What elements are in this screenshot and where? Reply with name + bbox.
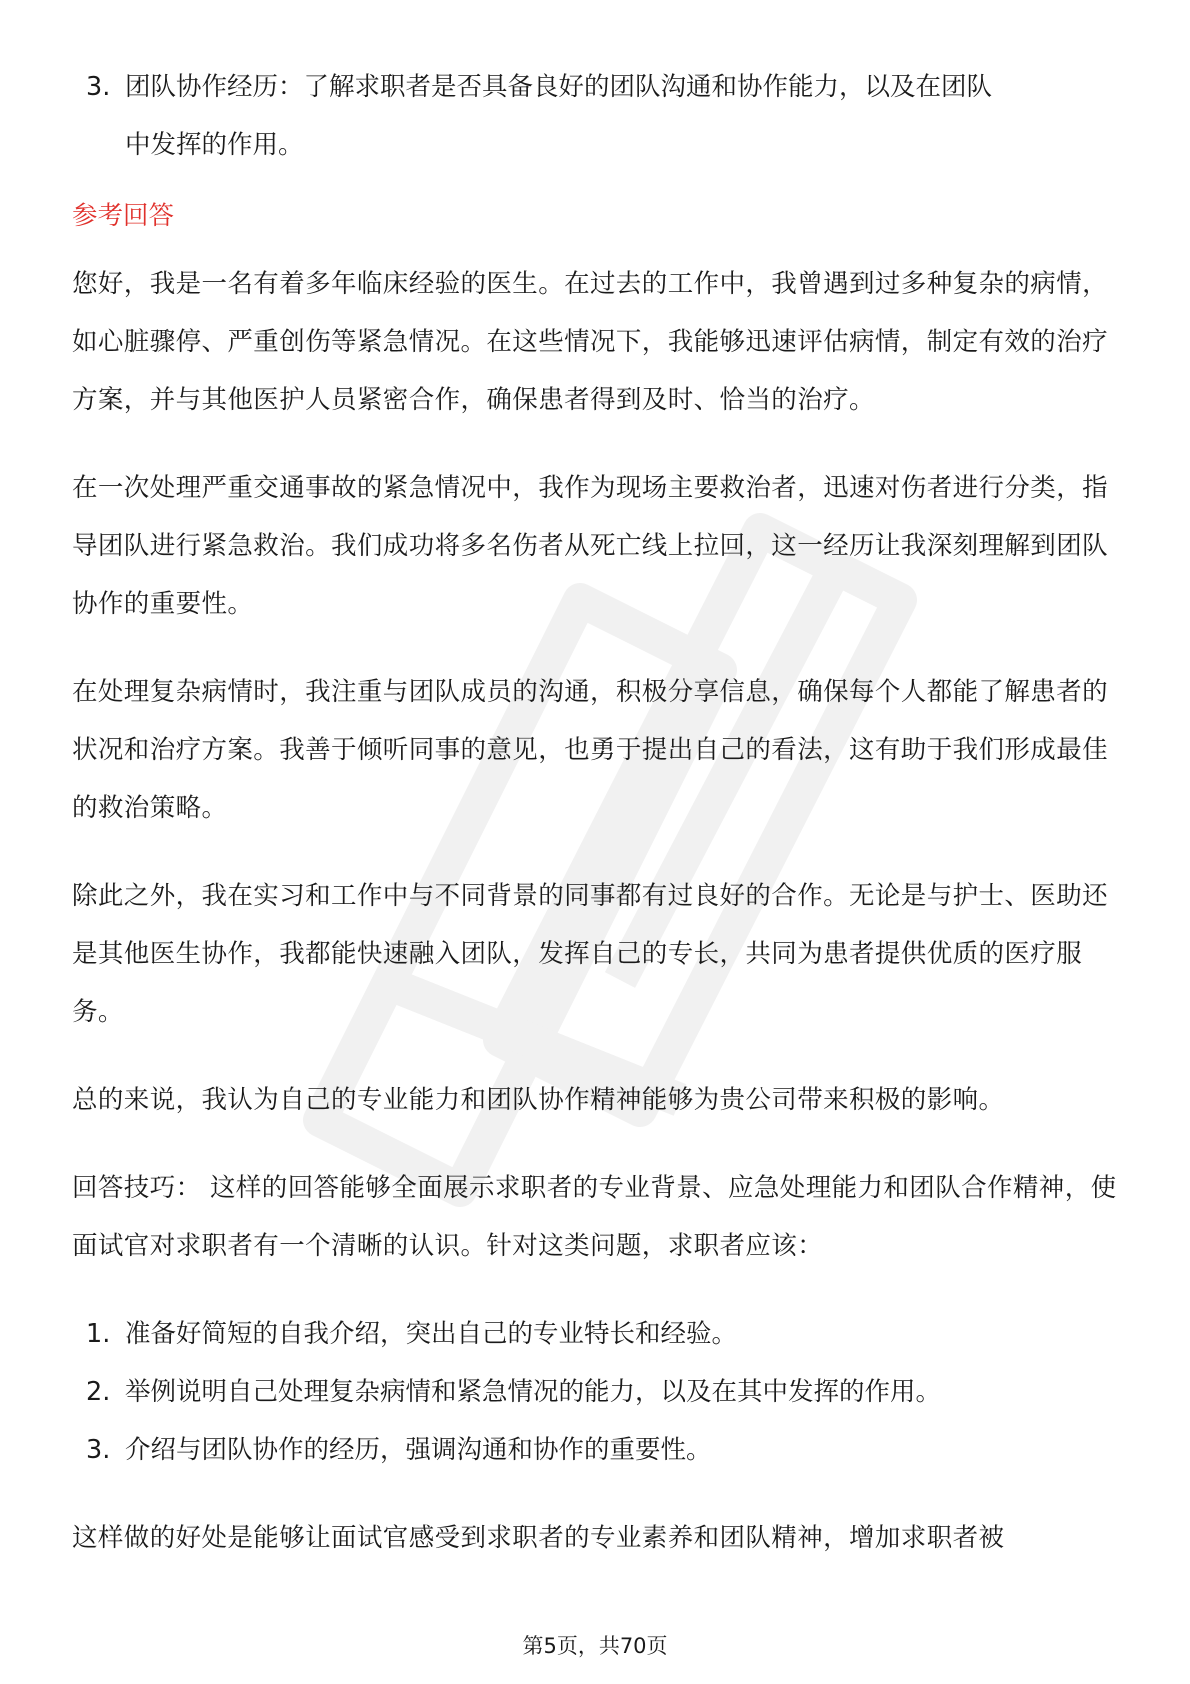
list-number: 3. (86, 1435, 111, 1465)
list-item (72, 58, 1122, 116)
list-text: 介绍与团队协作的经历，强调沟通和协作的重要性。 (125, 1435, 712, 1465)
top-list (72, 58, 1122, 174)
paragraph-cooperation: 除此之外，我在实习和工作中与不同背景的同事都有过良好的合作。无论是与护士、医助还是其他医生协作，我都能快速融入团队，发挥自己的专长，共同为患者提供优质的医疗服务。 (72, 881, 1109, 1027)
list-number: 2. (86, 1377, 111, 1407)
list-item (72, 1421, 1122, 1479)
document-content (72, 58, 1122, 1567)
paragraph-intro: 您好，我是一名有着多年临床经验的医生。在过去的工作中，我曾遇到过多种复杂的病情，如心脏骤停、严重创伤等紧急情况。在这些情况下，我能够迅速评估病情，制定有效的治疗方案，并与其他医护人员紧密合作，确保患者得到及时、恰当的治疗。 (72, 269, 1109, 415)
list-item (72, 1363, 1122, 1421)
list-text: 团队协作经历：了解求职者是否具备良好的团队沟通和协作能力，以及在团队 (125, 72, 993, 102)
paragraph-summary: 总的来说，我认为自己的专业能力和团队协作精神能够为贵公司带来积极的影响。 (72, 1085, 1005, 1115)
list-item (72, 1305, 1122, 1363)
tips-list (72, 1305, 1122, 1479)
list-text: 准备好简短的自我介绍，突出自己的专业特长和经验。 (125, 1319, 738, 1349)
list-number: 1. (86, 1319, 111, 1349)
list-text: 举例说明自己处理复杂病情和紧急情况的能力，以及在其中发挥的作用。 (125, 1377, 942, 1407)
paragraph-accident: 在一次处理严重交通事故的紧急情况中，我作为现场主要救治者，迅速对伤者进行分类，指导团队进行紧急救治。我们成功将多名伤者从死亡线上拉回，这一经历让我深刻理解到团队协作的重要性。 (72, 473, 1109, 619)
section-heading: 参考回答 (72, 201, 175, 231)
list-text: 中发挥的作用。 (125, 130, 304, 160)
list-item-continuation (72, 116, 1122, 174)
paragraph-tips-intro: 回答技巧： 这样的回答能够全面展示求职者的专业背景、应急处理能力和团队合作精神，使面试官对求职者有一个清晰的认识。针对这类问题，求职者应该： (72, 1173, 1117, 1261)
paragraph-closing: 这样做的好处是能够让面试官感受到求职者的专业素养和团队精神，增加求职者被 (72, 1523, 1005, 1553)
paragraph-communication: 在处理复杂病情时，我注重与团队成员的沟通，积极分享信息，确保每个人都能了解患者的状况和治疗方案。我善于倾听同事的意见，也勇于提出自己的看法，这有助于我们形成最佳的救治策略。 (72, 677, 1109, 823)
page-number: 第5页，共70页 (522, 1634, 668, 1658)
list-number: 3. (86, 72, 111, 102)
